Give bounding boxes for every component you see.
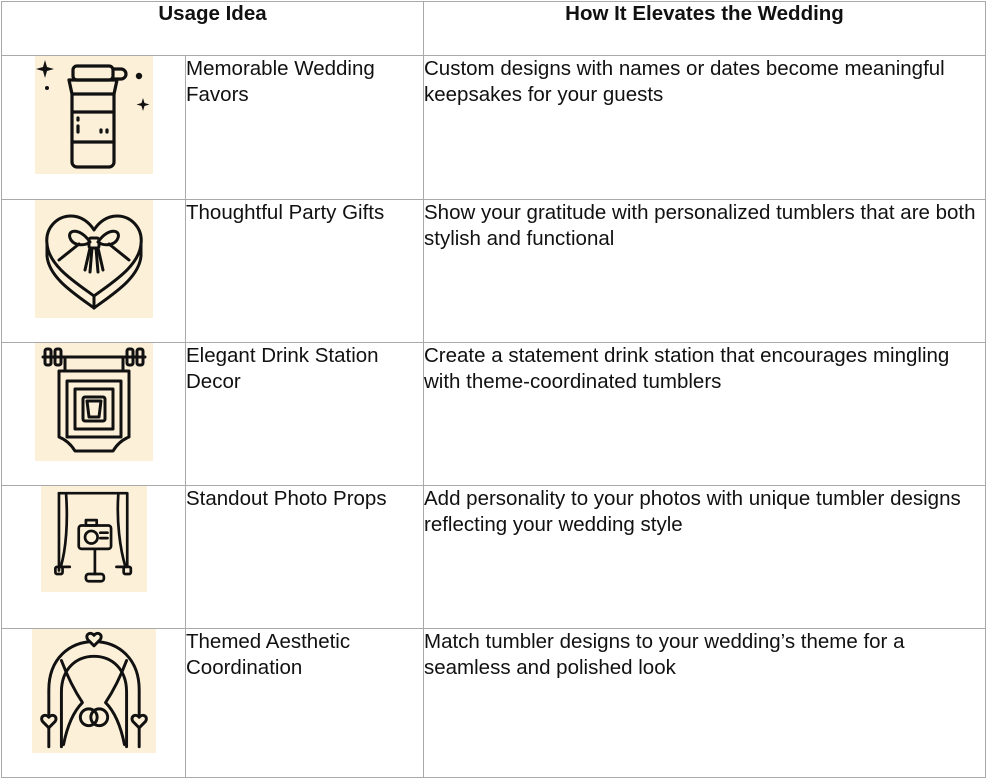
description-cell: Match tumbler designs to your wedding’s theme for a seamless and polished look <box>424 629 986 778</box>
wedding-arch-rings-icon <box>32 629 156 753</box>
icon-cell <box>2 486 186 629</box>
table-row <box>2 56 986 200</box>
usage-idea-cell: Themed Aesthetic Coordination <box>186 629 424 778</box>
photo-booth-camera-icon <box>41 486 147 592</box>
usage-ideas-table <box>1 1 986 778</box>
description-cell: Show your gratitude with personalized tumblers that are both stylish and functional <box>424 200 986 343</box>
table-row <box>2 200 986 343</box>
icon-cell <box>2 56 186 200</box>
header-usage-idea: Usage Idea <box>2 2 424 56</box>
description-cell: Custom designs with names or dates become meaningful keepsakes for your guests <box>424 56 986 200</box>
description-cell: Add personality to your photos with unique tumbler designs reflecting your wedding style <box>424 486 986 629</box>
usage-idea-cell: Thoughtful Party Gifts <box>186 200 424 343</box>
usage-idea-cell: Standout Photo Props <box>186 486 424 629</box>
icon-cell <box>2 629 186 778</box>
scroll-gutter <box>986 0 1000 776</box>
usage-idea-cell: Elegant Drink Station Decor <box>186 343 424 486</box>
table-row <box>2 629 986 778</box>
table-row <box>2 343 986 486</box>
icon-cell <box>2 343 186 486</box>
table-row <box>2 486 986 629</box>
heart-gift-box-icon <box>35 200 153 318</box>
description-cell: Create a statement drink station that encourages mingling with theme-coordinated tumblers <box>424 343 986 486</box>
icon-cell <box>2 200 186 343</box>
hanging-drink-sign-icon <box>35 343 153 461</box>
header-how-it-elevates: How It Elevates the Wedding <box>424 2 986 56</box>
tumbler-sparkle-icon <box>35 56 153 174</box>
usage-idea-cell: Memorable Wedding Favors <box>186 56 424 200</box>
table-header-row <box>2 2 986 56</box>
